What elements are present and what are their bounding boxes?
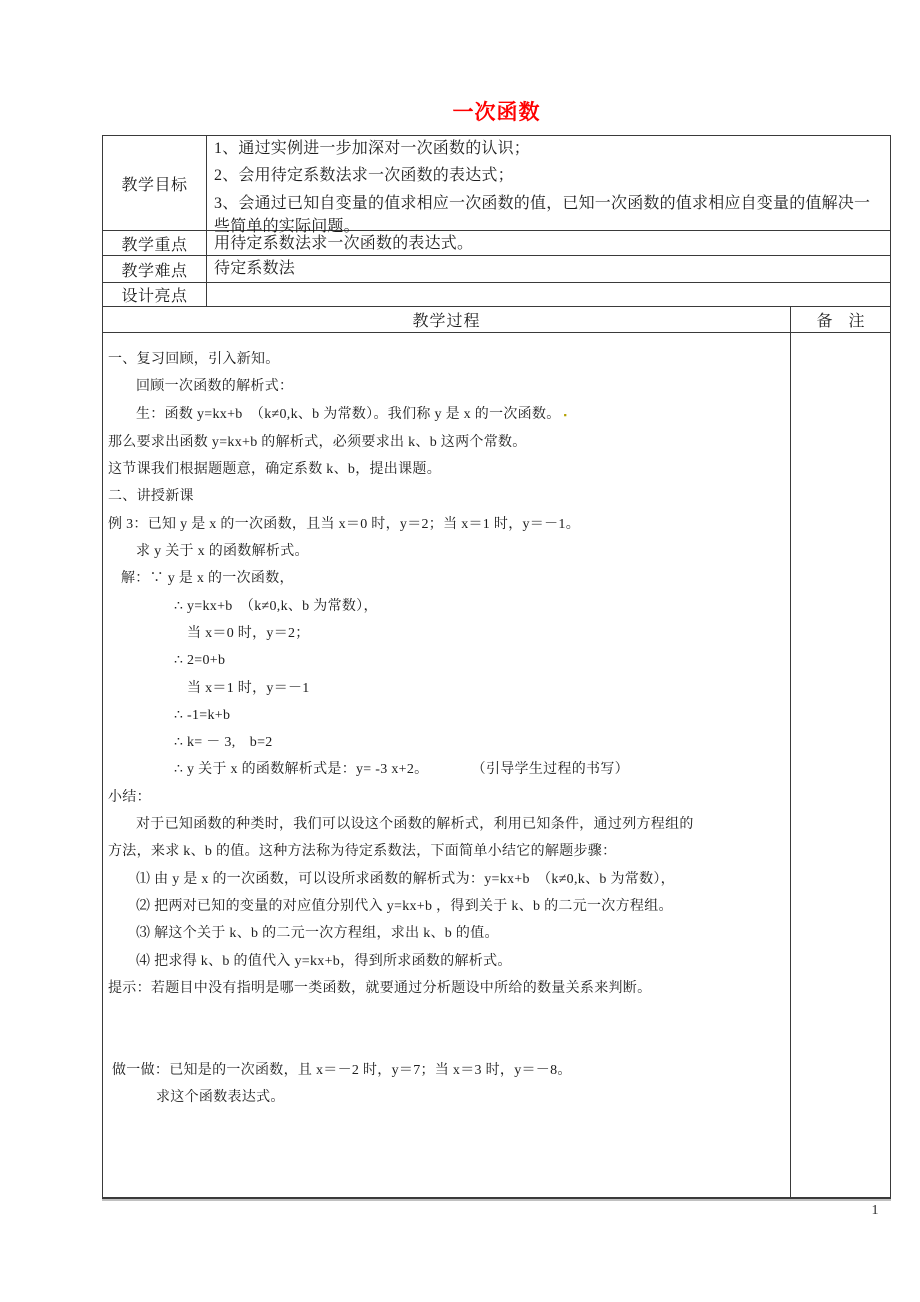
process-line: 提示：若题目中没有指明是哪一类函数，就要通过分析题设中所给的数量关系来判断。 <box>108 980 652 996</box>
process-line: ⑴ 由 y 是 x 的一次函数，可以设所求函数的解析式为：y=kx+b （k≠0,k、b 为常数）， <box>136 871 675 887</box>
row-content-objectives <box>207 136 890 236</box>
table-row-highlight <box>103 283 890 307</box>
row-label-objectives: 教学目标 <box>103 136 207 230</box>
process-line <box>108 1002 788 1029</box>
table-row-objectives <box>103 136 890 236</box>
process-line: ⑷ 把求得 k、b 的值代入 y=kx+b，得到所求函数的解析式。 <box>136 953 512 969</box>
process-line: 求 y 关于 x 的函数解析式。 <box>136 544 309 560</box>
process-line: 那么要求出函数 y=kx+b 的解析式，必须要求出 k、b 这两个常数。 <box>108 434 527 450</box>
objective-item: 1、通过实例进一步加深对一次函数的认识； <box>214 140 531 157</box>
process-line: 当 x＝0 时，y＝2； <box>187 625 310 641</box>
annotation-mark: ▪ <box>563 409 568 420</box>
process-line: ∴ -1=k+b <box>174 707 231 723</box>
process-line: 当 x＝1 时，y＝－1 <box>187 680 310 696</box>
page-number: 1 <box>871 1203 879 1218</box>
process-line: 回顾一次函数的解析式： <box>136 379 294 395</box>
process-line: ∴ k= － 3, b=2 <box>174 735 273 751</box>
process-line: 这节课我们根据题题意，确定系数 k、b，提出课题。 <box>108 462 441 478</box>
process-line: ∴ y 关于 x 的函数解析式是：y= -3 x+2。 （引导学生过程的书写） <box>174 762 629 778</box>
row-label-difficulty: 教学难点 <box>103 256 207 282</box>
process-line: ∴ y=kx+b （k≠0,k、b 为常数）， <box>174 598 378 614</box>
process-line: 求这个函数表达式。 <box>156 1090 285 1106</box>
row-content-focus <box>207 231 890 255</box>
objective-item: 2、会用待定系数法求一次函数的表达式； <box>214 167 514 185</box>
process-line: 做一做：已知是的一次函数，且 x＝－2 时，y＝7；当 x＝3 时，y＝－8。 <box>112 1062 572 1078</box>
table-header-row <box>103 307 890 333</box>
note-header: 备 注 <box>816 313 865 330</box>
process-header: 教学过程 <box>103 307 791 332</box>
process-lines <box>103 333 791 1199</box>
process-line: ⑵ 把两对已知的变量的对应值分别代入 y=kx+b ，得到关于 k、b 的二元一次方程组。 <box>136 898 673 914</box>
process-line: 小结： <box>108 789 151 805</box>
process-line: 方法，来求 k、b 的值。这种方法称为待定系数法，下面简单小结它的解题步骤： <box>108 844 617 860</box>
row-content-highlight <box>207 283 890 306</box>
objective-item: 3、会通过已知自变量的值求相应一次函数的值，已知一次函数的值求相应自变量的值解决一些简单的实际问题。 <box>214 194 871 236</box>
process-line: ∴ 2=0+b <box>174 653 226 669</box>
page-title: 一次函数 <box>452 101 541 124</box>
process-line: 一、复习回顾，引入新知。 <box>108 352 280 367</box>
difficulty-item: 待定系数法 <box>214 260 296 277</box>
process-line: 例 3：已知 y 是 x 的一次函数，且当 x＝0 时，y＝2；当 x＝1 时，y＝－1。 <box>108 516 580 532</box>
row-label-focus: 教学重点 <box>103 231 207 255</box>
table-body-row <box>103 333 890 1199</box>
row-label-highlight: 设计亮点 <box>103 283 207 306</box>
process-line: 生：函数 y=kx+b （k≠0,k、b 为常数）。我们称 y 是 x 的一次函数。 ▪ <box>136 406 568 422</box>
process-line: 解：∵ y 是 x 的一次函数， <box>121 571 294 587</box>
table-row-difficulty <box>103 256 890 283</box>
lesson-plan-table <box>102 135 891 1199</box>
process-line <box>108 1029 788 1056</box>
note-cell <box>791 333 890 1199</box>
process-line: 对于已知函数的种类时，我们可以设这个函数的解析式，利用已知条件，通过列方程组的 <box>136 817 694 833</box>
row-content-difficulty <box>207 256 890 282</box>
process-line: 二、讲授新课 <box>108 489 194 505</box>
focus-item: 用待定系数法求一次函数的表达式。 <box>214 235 474 252</box>
table-row-focus <box>103 231 890 256</box>
process-line: ⑶ 解这个关于 k、b 的二元一次方程组，求出 k、b 的值。 <box>136 926 499 942</box>
